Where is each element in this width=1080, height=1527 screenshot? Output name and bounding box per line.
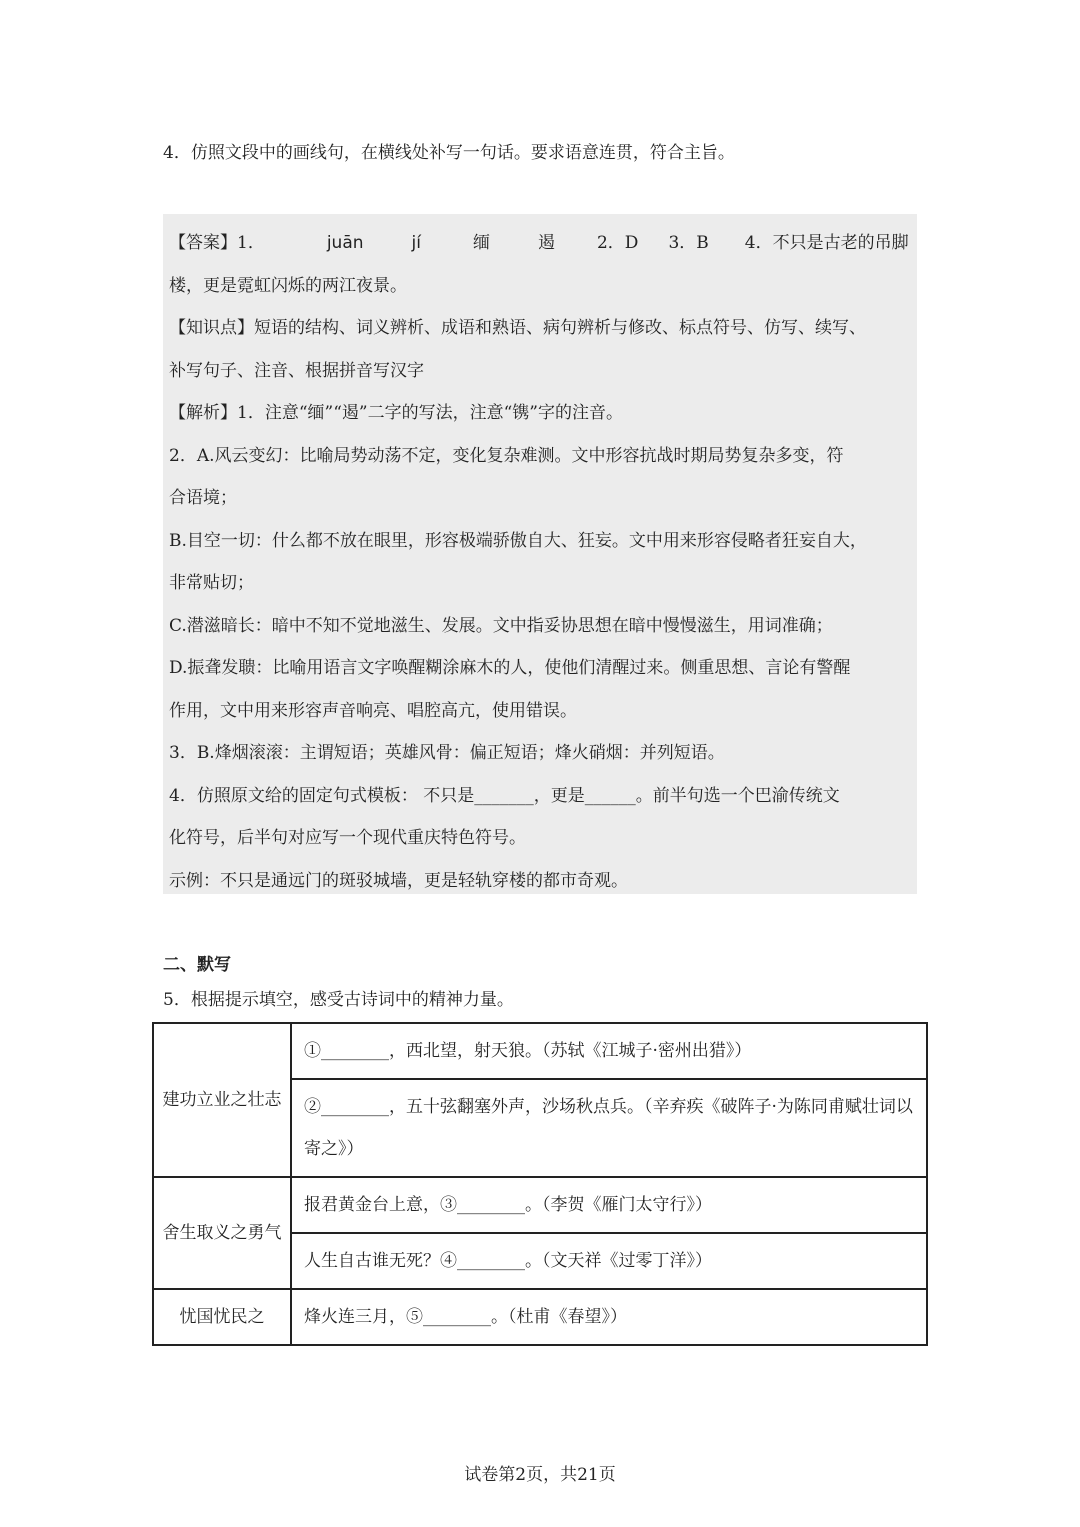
question-4 <box>163 138 923 168</box>
answer-line-1 <box>169 222 911 265</box>
answer-item-2: 2．D <box>596 233 639 253</box>
example-line: 示例：不只是通远门的斑驳城墙，更是轻轨穿楼的都市奇观。 <box>169 870 628 891</box>
poem-line-cell: 报君黄金台上意，③________。（李贺《雁门太守行》） <box>291 1177 927 1233</box>
category-cell: 建功立业之壮志 <box>153 1023 291 1177</box>
analysis-4-line-2: 化符号，后半句对应写一个现代重庆特色符号。 <box>169 828 526 848</box>
poem-line-cell: ①________，西北望，射天狼。（苏轼《江城子·密州出猎》） <box>291 1023 927 1079</box>
page-footer: 试卷第2页，共21页 <box>464 1465 616 1485</box>
category-cell: 舍生取义之勇气 <box>153 1177 291 1289</box>
analysis-2d-line-2: 作用，文中用来形容声音响亮、唱腔高亢，使用错误。 <box>169 700 577 721</box>
analysis-2d-line-1: D.振聋发聩：比喻用语言文字唤醒糊涂麻木的人，使他们清醒过来。侧重思想、言论有警醒 <box>169 658 851 678</box>
category-cell: 忧国忧民之 <box>153 1289 291 1345</box>
poem-line-cell: 人生自古谁无死？④________。（文天祥《过零丁洋》） <box>291 1233 927 1289</box>
section-title: 二、默写 <box>163 955 231 975</box>
answer-item-3: 3．B <box>668 233 709 253</box>
question-4-text: 4．仿照文段中的画线句，在横线处补写一句话。要求语意连贯，符合主旨。 <box>163 143 735 163</box>
answer-line-2: 楼，更是霓虹闪烁的两江夜景。 <box>169 275 407 296</box>
analysis-2b-line-1: B.目空一切：什么都不放在眼里，形容极端骄傲自大、狂妄。文中用来形容侵略者狂妄自大， <box>169 530 867 551</box>
poem-table <box>152 1022 928 1346</box>
answer-label: 【答案】1． <box>169 233 265 253</box>
table-row <box>153 1023 927 1079</box>
answer-item-4: 4．不只是古老的吊脚 <box>744 233 909 253</box>
analysis-4-line-1: 4．仿照原文给的固定句式模板： 不只是_______，更是______。前半句选一个巴渝传统文 <box>169 785 840 806</box>
analysis-2a-line-1: 2．A.风云变幻：比喻局势动荡不定，变化复杂难测。文中形容抗战时期局势复杂多变，符 <box>169 445 844 466</box>
analysis-2c-line-1: C.潜滋暗长：暗中不知不觉地滋生、发展。文中指妥协思想在暗中慢慢滋生，用词准确； <box>169 615 833 636</box>
table-row <box>153 1177 927 1233</box>
knowledge-line-1: 【知识点】短语的结构、词义辨析、成语和熟语、病句辨析与修改、标点符号、仿写、续写、 <box>169 318 866 338</box>
question-5: 5．根据提示填空，感受古诗词中的精神力量。 <box>163 990 514 1010</box>
table-row <box>153 1289 927 1345</box>
char-1: 缅 <box>472 233 490 253</box>
poem-line-cell: 烽火连三月，⑤________。（杜甫《春望》） <box>291 1289 927 1345</box>
char-2: 遏 <box>537 233 555 253</box>
pinyin-2: jí <box>411 233 421 253</box>
analysis-line-1: 【解析】1．注意“缅”“遏”二字的写法，注意“镌”字的注音。 <box>169 403 623 423</box>
analysis-2b-line-2: 非常贴切； <box>169 573 254 593</box>
pinyin-1: juān <box>326 233 364 253</box>
knowledge-line-2: 补写句子、注音、根据拼音写汉字 <box>169 360 424 381</box>
poem-line-cell: ②________，五十弦翻塞外声，沙场秋点兵。（辛弃疾《破阵子·为陈同甫赋壮词以寄之》） <box>291 1079 927 1177</box>
answer-box <box>163 214 917 894</box>
analysis-3: 3．B.烽烟滚滚：主谓短语；英雄风骨：偏正短语；烽火硝烟：并列短语。 <box>169 743 725 763</box>
analysis-2a-line-2: 合语境； <box>169 488 237 508</box>
